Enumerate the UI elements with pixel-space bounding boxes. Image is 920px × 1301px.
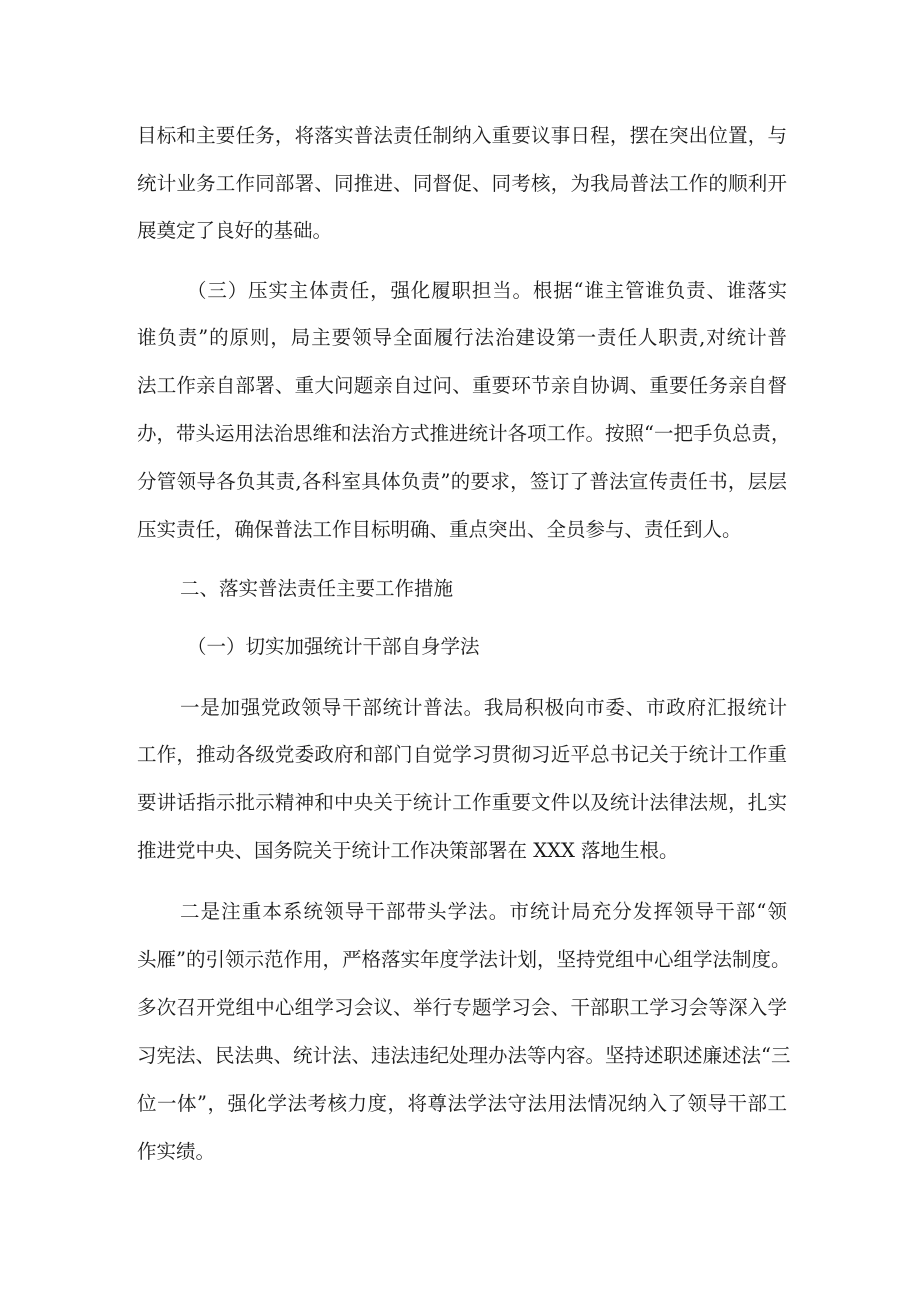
text-line: 谁负责”的原则，局主要领导全面履行法治建设第一责任人职责,对统计普 bbox=[137, 326, 787, 349]
text-line: 推进党中央、国务院关于统计工作决策部署在 XXX 落地生根。 bbox=[137, 839, 679, 862]
text-line: 位一体”，强化学法考核力度，将尊法学法守法用法情况纳入了领导干部工 bbox=[137, 1092, 787, 1115]
text-line: （三）压实主体责任，强化履职担当。根据“谁主管谁负责、谁落实 bbox=[187, 279, 787, 302]
text-line: 要讲话指示批示精神和中央关于统计工作重要文件以及统计法律法规，扎实 bbox=[137, 791, 787, 814]
text-line: 办，带头运用法治思维和法治方式推进统计各项工作。按照“一把手负总责， bbox=[137, 422, 791, 445]
text-line: 展奠定了良好的基础。 bbox=[137, 219, 333, 242]
section-heading: 二、落实普法责任主要工作措施 bbox=[180, 577, 454, 600]
text-line: 作实绩。 bbox=[137, 1140, 216, 1163]
subsection-heading: （一）切实加强统计干部自身学法 bbox=[187, 635, 480, 658]
text-line: 统计业务工作同部署、同推进、同督促、同考核，为我局普法工作的顺利开 bbox=[137, 172, 787, 195]
text-line: 工作，推动各级党委政府和部门自觉学习贯彻习近平总书记关于统计工作重 bbox=[137, 743, 787, 766]
text-line: 多次召开党组中心组学习会议、举行专题学习会、干部职工学习会等深入学 bbox=[137, 996, 787, 1019]
text-line: 习宪法、民法典、统计法、违法违纪处理办法等内容。坚持述职述廉述法“三 bbox=[137, 1044, 791, 1067]
text-line: 压实责任，确保普法工作目标明确、重点突出、全员参与、责任到人。 bbox=[137, 518, 742, 541]
text-line: 二是注重本系统领导干部带头学法。市统计局充分发挥领导干部“领 bbox=[180, 900, 787, 923]
text-line: 一是加强党政领导干部统计普法。我局积极向市委、市政府汇报统计 bbox=[180, 696, 787, 719]
text-line: 头雁”的引领示范作用，严格落实年度学法计划，坚持党组中心组学法制度。 bbox=[137, 948, 791, 971]
text-line: 法工作亲自部署、重大问题亲自过问、重要环节亲自协调、重要任务亲自督 bbox=[137, 374, 787, 397]
text-line: 目标和主要任务，将落实普法责任制纳入重要议事日程，摆在突出位置，与 bbox=[137, 124, 787, 147]
text-line: 分管领导各负其责,各科室具体负责”的要求，签订了普法宣传责任书，层层 bbox=[137, 470, 787, 493]
